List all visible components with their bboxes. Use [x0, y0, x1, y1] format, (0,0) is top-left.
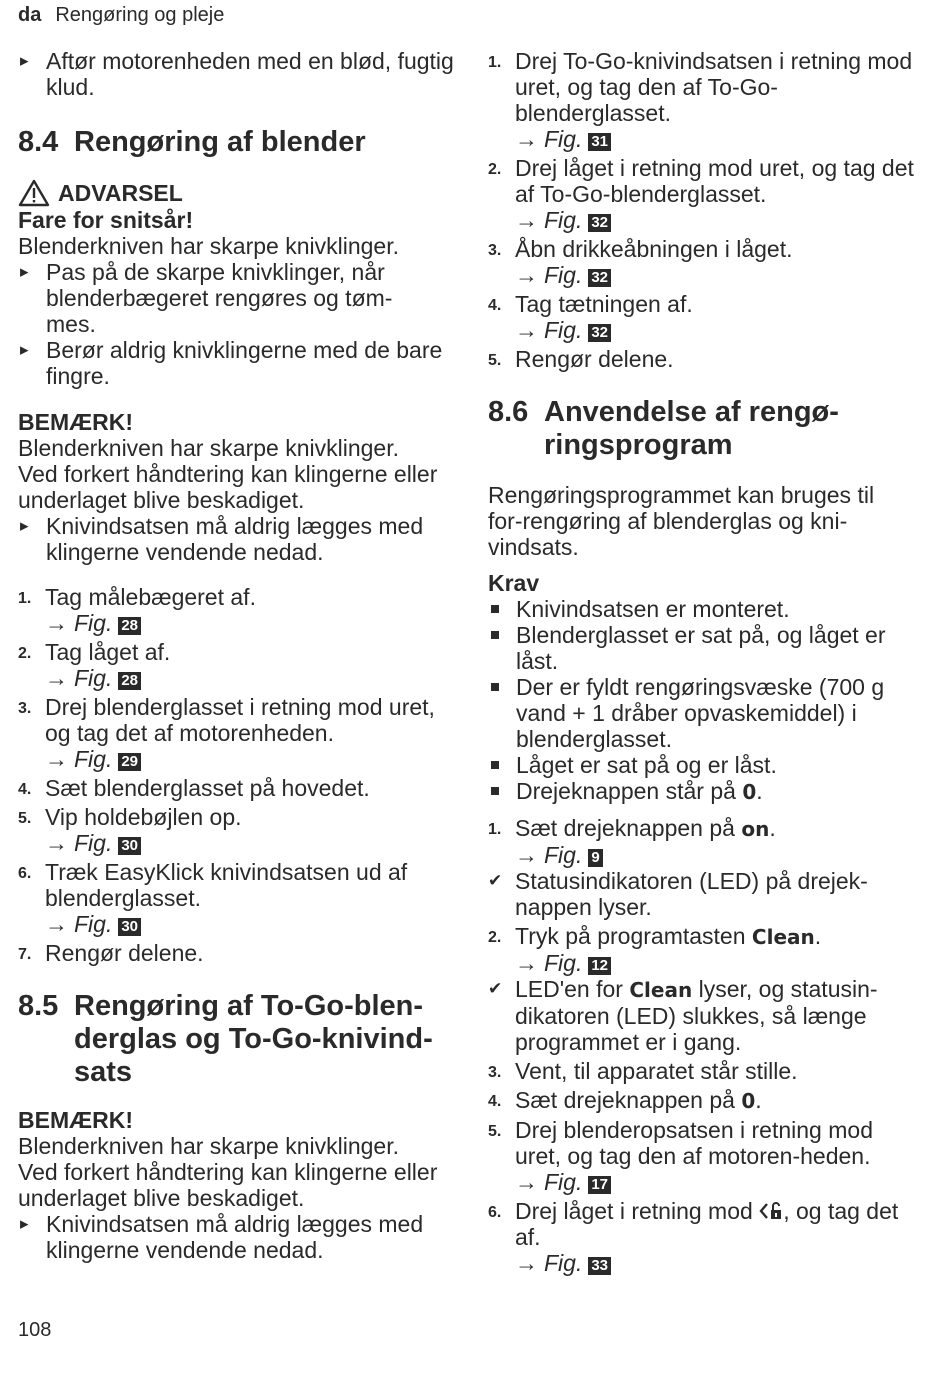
step-number: 1. [488, 821, 502, 838]
checkmark-icon: ✔ [488, 979, 503, 998]
fig-label: Fig. [74, 911, 113, 937]
arrow-right-icon: → [515, 317, 538, 343]
step-item [488, 1058, 918, 1084]
knob-value: 0 [741, 1089, 756, 1113]
left-column [18, 48, 454, 1263]
step-text: Rengør delene. [45, 940, 204, 966]
step-item [18, 639, 448, 691]
step-number: 5. [18, 810, 32, 827]
fig-label: Fig. [544, 262, 583, 288]
step-number: 4. [488, 297, 502, 314]
section-number: 8.6 [488, 396, 529, 428]
arrow-right-icon: → [515, 842, 538, 868]
button-name: Clean [751, 925, 815, 949]
arrow-right-icon: → [45, 746, 68, 772]
requirement-item: Drejeknappen står på 0. [488, 778, 918, 805]
section-title: Anvendelse af rengø-ringsprogram [544, 396, 839, 461]
requirements-list [488, 596, 918, 805]
step-item: 2. Tryk på programtasten Clean. → Fig. 12 [488, 923, 918, 976]
fig-label: Fig. [544, 1169, 583, 1195]
step-text: Drej blenderopsatsen i retning mod uret, og tag den af motoren-heden. [515, 1117, 873, 1169]
section-intro: Rengøringsprogrammet kan bruges til for-rengøring af blenderglas og kni-vindsats. [488, 482, 875, 560]
section-8-4-heading [18, 126, 448, 159]
step-number: 6. [488, 1204, 502, 1221]
result-text: Statusindikatoren (LED) på drejek-nappen lyser. [515, 868, 868, 920]
step-text: Tag tætningen af. [515, 291, 693, 317]
figure-reference [515, 207, 915, 233]
arrow-right-icon: → [515, 126, 538, 152]
step-text: Tag låget af. [45, 639, 171, 665]
step-text: Drej blenderglasset i retning mod uret, og tag det af motorenheden. [45, 694, 435, 746]
step-item: 4. Sæt drejeknappen på 0. [488, 1087, 762, 1113]
fig-label: Fig. [74, 746, 113, 772]
section-number: 8.5 [18, 990, 59, 1022]
step-item [18, 940, 448, 966]
step-number: 5. [488, 352, 502, 369]
fig-label: Fig. [74, 665, 113, 691]
requirements-label: Krav [488, 570, 540, 596]
unlock-icon [759, 1201, 783, 1221]
figure-badge: 17 [588, 1176, 611, 1194]
step-text: Vent, til apparatet står stille. [515, 1058, 798, 1084]
arrow-right-icon: → [45, 665, 68, 691]
step-item [18, 694, 440, 772]
figure-badge: 9 [588, 849, 602, 867]
step-text: Sæt drejeknappen på [515, 815, 735, 841]
requirement-item: Knivindsatsen er monteret. [488, 596, 918, 622]
figure-reference [515, 1250, 925, 1276]
note-bullet: ▸ Knivindsatsen må aldrig lægges med klingerne vendende nedad. [18, 1211, 446, 1263]
step-number: 5. [488, 1123, 502, 1140]
warning-bullet: ▸ Berør aldrig knivklingerne med de bare fingre. [18, 337, 446, 389]
knob-value: 0 [742, 780, 757, 804]
step-number: 2. [488, 929, 502, 946]
step-item [488, 236, 918, 288]
step-number: 2. [488, 161, 502, 178]
page-header [18, 4, 224, 27]
step-text: Drej låget i retning mod uret, og tag det af To-Go-blenderglasset. [515, 155, 914, 207]
step-number: 6. [18, 865, 32, 882]
note-bullet: ▸ Knivindsatsen må aldrig lægges med klingerne vendende nedad. [18, 513, 446, 565]
result-item [488, 868, 915, 920]
fig-label: Fig. [544, 842, 583, 868]
warning-bullet: ▸ Pas på de skarpe knivklinger, når blenderbægeret rengøres og tøm-mes. [18, 259, 436, 337]
arrow-right-icon: → [515, 1169, 538, 1195]
step-item [18, 804, 448, 856]
button-name: Clean [629, 978, 693, 1002]
figure-reference [515, 842, 918, 868]
step-text: Vip holdebøjlen op. [45, 804, 242, 830]
figure-badge: 28 [118, 672, 141, 690]
figure-badge: 30 [118, 837, 141, 855]
figure-badge: 32 [588, 214, 611, 232]
result-item [488, 976, 915, 1055]
step-item [18, 859, 435, 937]
warning-text: Blenderkniven har skarpe knivklinger. [18, 233, 399, 259]
step-number: 4. [18, 781, 32, 798]
step-text: Drej To-Go-knivindsatsen i retning mod uret, og tag den af To-Go-blenderglasset. [515, 48, 913, 126]
step-item [488, 48, 925, 152]
figure-badge: 12 [588, 957, 611, 975]
figure-reference [45, 665, 448, 691]
arrow-right-icon: → [515, 1250, 538, 1276]
section-8-6-heading [488, 396, 888, 462]
requirement-item: Der er fyldt rengøringsvæske (700 g vand + 1 dråber opvaskemiddel) i blenderglasset. [488, 674, 936, 752]
step-item: 1. Sæt drejeknappen på on. → Fig. 9 [488, 815, 918, 868]
figure-reference [515, 126, 925, 152]
note-text: Blenderkniven har skarpe knivklinger. Ved forkert håndtering kan klingerne eller underlaget blive beskadiget. [18, 1133, 438, 1211]
figure-badge: 28 [118, 617, 141, 635]
knob-value: on [741, 817, 770, 841]
warning-heading [18, 179, 448, 207]
step-item [488, 291, 918, 343]
step-text: Træk EasyKlick knivindsatsen ud af blenderglasset. [45, 859, 408, 911]
fig-label: Fig. [74, 610, 113, 636]
result-text: LED'en for [515, 976, 623, 1002]
step-text: Åbn drikkeåbningen i låget. [515, 236, 793, 262]
step-number: 2. [18, 645, 32, 662]
warning-icon [18, 179, 50, 207]
figure-reference [515, 1169, 905, 1195]
arrow-right-icon: → [45, 911, 68, 937]
arrow-right-icon: → [45, 610, 68, 636]
arrow-right-icon: → [45, 830, 68, 856]
step-item [488, 346, 918, 372]
language-code: da [18, 4, 42, 26]
chapter-title: Rengøring og pleje [55, 4, 225, 26]
note-label: BEMÆRK! [18, 409, 133, 435]
requirement-text: Drejeknappen står på [516, 778, 736, 804]
fig-label: Fig. [544, 1250, 583, 1276]
fig-label: Fig. [544, 126, 583, 152]
step-item [488, 155, 915, 233]
step-number: 1. [488, 54, 502, 71]
section-title: Rengøring af blender [74, 126, 366, 158]
figure-badge: 31 [588, 133, 611, 151]
step-text: Sæt blenderglasset på hovedet. [45, 775, 370, 801]
requirement-item: Låget er sat på og er låst. [488, 752, 918, 778]
intro-bullet: ▸ Aftør motorenheden med en blød, fugtig klud. [18, 48, 456, 100]
step-text: Drej låget i retning mod [515, 1198, 753, 1224]
figure-reference [515, 317, 918, 343]
note-text: Blenderkniven har skarpe knivklinger. Ved forkert håndtering kan klingerne eller underlaget blive beskadiget. [18, 435, 438, 513]
step-item [488, 1117, 905, 1195]
figure-reference [45, 746, 440, 772]
step-text: Tryk på programtasten [515, 923, 746, 949]
section-8-5-steps [488, 48, 918, 372]
warning-subtitle: Fare for snitsår! [18, 207, 194, 233]
step-number: 3. [488, 1064, 502, 1081]
section-8-5-heading [18, 990, 443, 1089]
fig-label: Fig. [544, 207, 583, 233]
step-number: 7. [18, 946, 32, 963]
right-column [488, 48, 918, 1276]
page-number: 108 [18, 1319, 52, 1341]
fig-label: Fig. [74, 830, 113, 856]
result-text: lyser, og statusin-dikatoren (LED) slukkes, så længe programmet er i gang. [515, 976, 878, 1055]
section-number: 8.4 [18, 126, 59, 158]
step-item [488, 1198, 925, 1276]
figure-reference [45, 610, 448, 636]
figure-badge: 30 [118, 918, 141, 936]
figure-reference [515, 950, 918, 976]
figure-reference [515, 262, 918, 288]
note-label: BEMÆRK! [18, 1107, 133, 1133]
step-number: 1. [18, 590, 32, 607]
step-item [18, 775, 448, 801]
checkmark-icon: ✔ [488, 871, 503, 890]
figure-reference [45, 830, 448, 856]
figure-badge: 32 [588, 324, 611, 342]
warning-label: ADVARSEL [58, 180, 183, 206]
figure-reference [45, 911, 435, 937]
step-text: Rengør delene. [515, 346, 674, 372]
arrow-right-icon: → [515, 950, 538, 976]
section-title: Rengøring af To-Go-blen-derglas og To-Go-knivind-sats [74, 990, 433, 1088]
step-item [18, 584, 448, 636]
fig-label: Fig. [544, 317, 583, 343]
figure-badge: 32 [588, 269, 611, 287]
arrow-right-icon: → [515, 262, 538, 288]
figure-badge: 33 [588, 1257, 611, 1275]
figure-badge: 29 [118, 753, 141, 771]
step-number: 4. [488, 1093, 502, 1110]
arrow-right-icon: → [515, 207, 538, 233]
section-8-4-steps [18, 584, 448, 966]
step-number: 3. [488, 242, 502, 259]
step-number: 3. [18, 700, 32, 717]
step-text: , og tag det af. [515, 1198, 899, 1250]
step-text: Sæt drejeknappen på [515, 1087, 735, 1113]
fig-label: Fig. [544, 950, 583, 976]
step-text: Tag målebægeret af. [45, 584, 256, 610]
section-8-6-steps [488, 815, 918, 1276]
requirement-item: Blenderglasset er sat på, og låget er låst. [488, 622, 911, 674]
